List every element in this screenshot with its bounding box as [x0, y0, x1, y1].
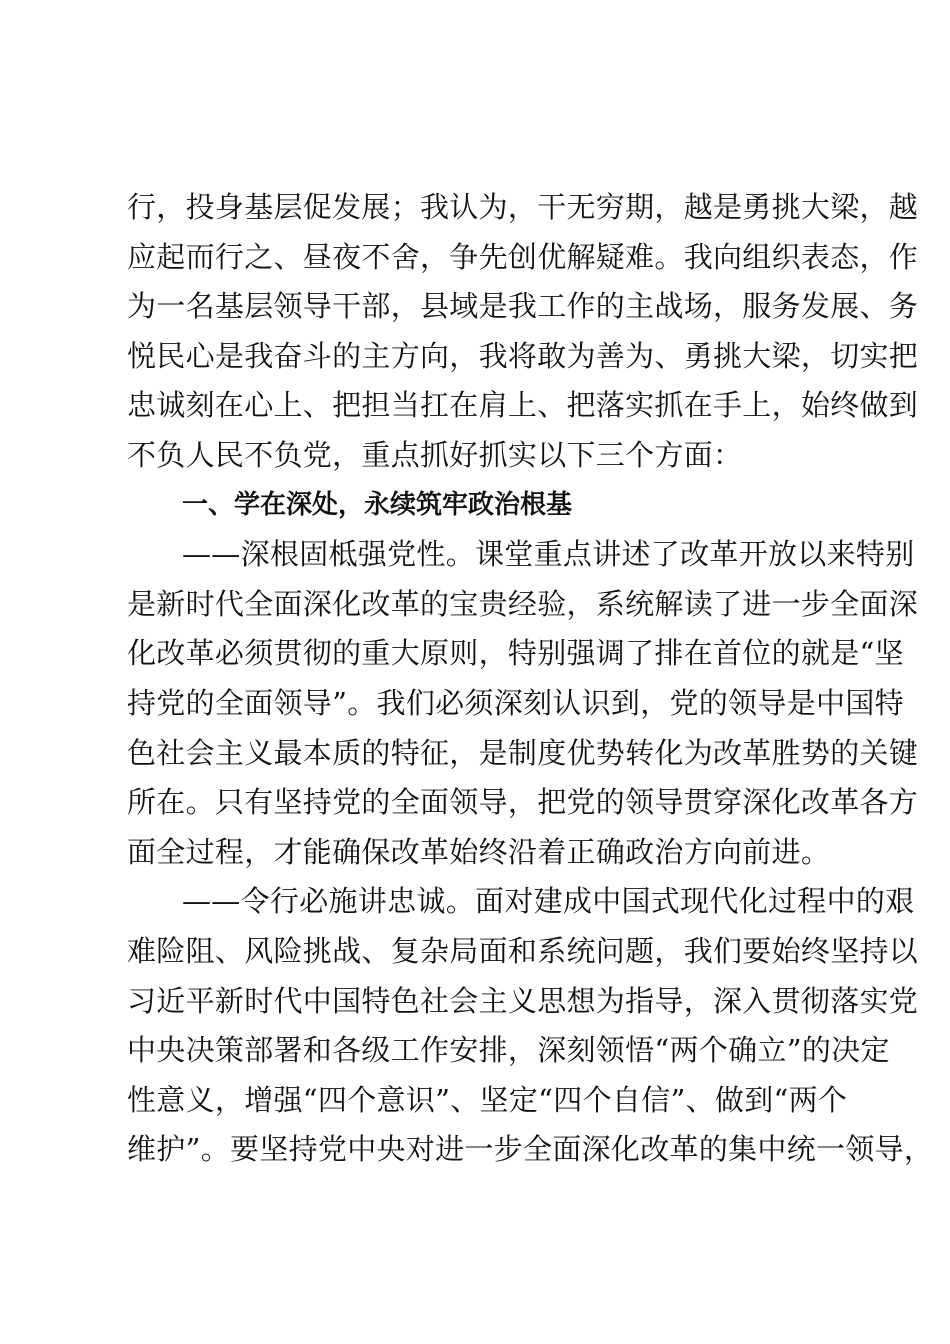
paragraph-line: 习近平新时代中国特色社会主义思想为指导，深入贯彻落实党 [127, 983, 919, 1018]
document-body [127, 183, 934, 1175]
paragraph-line: 性意义，增强“四个意识”、坚定“四个自信”、做到“两个 [127, 1082, 848, 1117]
paragraph-line: 行，投身基层促发展；我认为，干无穷期，越是勇挑大梁，越 [127, 190, 919, 224]
paragraph-line: 不负人民不负党，重点抓好抓实以下三个方面： [127, 437, 743, 472]
paragraph-line: 忠诚刻在心上、把担当扛在肩上、把落实抓在手上，始终做到 [127, 388, 919, 423]
paragraph-line: 悦民心是我奋斗的主方向，我将敢为善为、勇挑大梁，切实把 [127, 338, 919, 373]
paragraph-line: 维护”。要坚持党中央对进一步全面深化改革的集中统一领导， [127, 1132, 934, 1167]
paragraph-line: 是新时代全面深化改革的宝贵经验，系统解读了进一步全面深 [127, 586, 919, 621]
paragraph-first-line: ——深根固柢强党性。课堂重点讲述了改革开放以来特别 [182, 537, 915, 572]
paragraph-line: 应起而行之、昼夜不舍，争先创优解疑难。我向组织表态，作 [127, 239, 919, 274]
paragraph-line: 难险阻、风险挑战、复杂局面和系统问题，我们要始终坚持以 [127, 933, 919, 968]
paragraph-line: 面全过程，才能确保改革始终沿着正确政治方向前进。 [127, 834, 831, 869]
paragraph-line: 化改革必须贯彻的重大原则，特别强调了排在首位的就是“坚 [127, 636, 904, 671]
section-heading: 一、学在深处，永续筑牢政治根基 [182, 489, 573, 520]
paragraph-line: 所在。只有坚持党的全面领导，把党的领导贯穿深化改革各方 [127, 785, 919, 820]
paragraph-line: 中央决策部署和各级工作安排，深刻领悟“两个确立”的决定 [127, 1033, 890, 1068]
paragraph-line: 持党的全面领导”。我们必须深刻认识到，党的领导是中国特 [127, 685, 904, 720]
paragraph-first-line: ——令行必施讲忠诚。面对建成中国式现代化过程中的艰 [182, 884, 915, 919]
paragraph-line: 色社会主义最本质的特征，是制度优势转化为改革胜势的关键 [127, 735, 919, 770]
paragraph-line: 为一名基层领导干部，县域是我工作的主战场，服务发展、务 [127, 289, 919, 324]
